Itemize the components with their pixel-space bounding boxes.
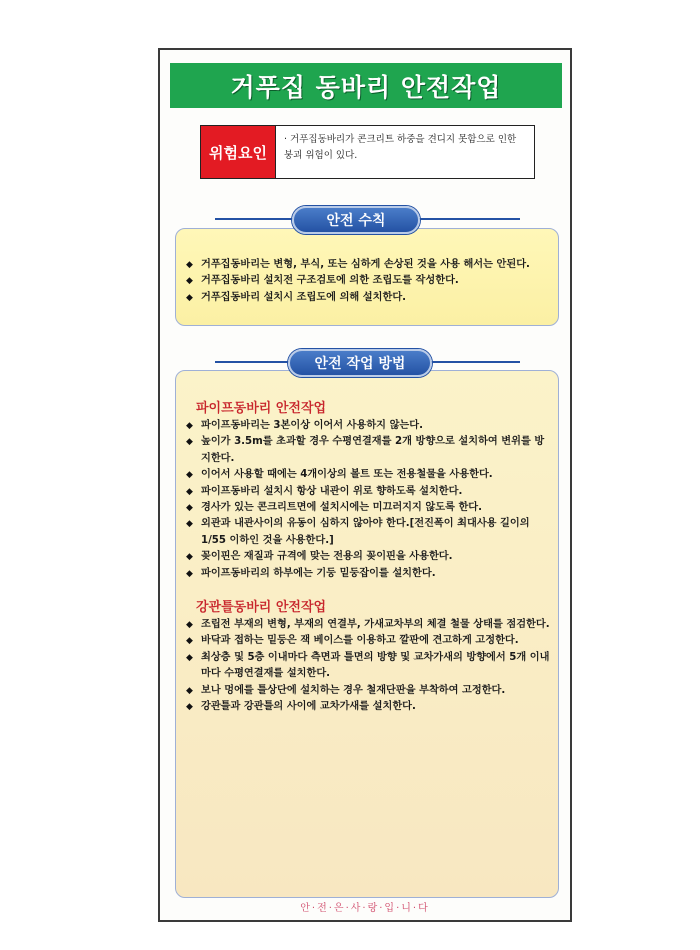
safety-poster	[158, 48, 572, 922]
safety-rules-box	[175, 228, 559, 326]
pipe-support-item: ◆ 경사가 있는 콘크리트면에 설치시에는 미끄러지지 않도록 한다.	[186, 500, 552, 516]
methods-box	[175, 370, 559, 898]
steel-frame-item: ◆ 조립전 부재의 변형, 부재의 연결부, 가새교차부의 체결 철물 상태를 점검한다.	[186, 617, 552, 633]
safety-rule-item: ◆ 거푸집동바리는 변형, 부식, 또는 심하게 손상된 것을 사용 해서는 안된다.	[186, 257, 552, 273]
steel-frame-item: ◆ 강관틀과 강관틀의 사이에 교차가새를 설치한다.	[186, 699, 552, 715]
pipe-support-list	[186, 418, 552, 582]
methods-title: 안전 작업 방법	[288, 349, 432, 377]
pipe-support-item: ◆ 파이프동바리의 하부에는 기둥 밑둥잡이를 설치한다.	[186, 566, 552, 582]
steel-frame-item: ◆ 최상층 및 5층 이내마다 측면과 틀면의 방향 및 교차가새의 방향에서 5개 이내마다 수평연결재를 설치한다.	[186, 650, 552, 683]
steel-frame-list	[186, 617, 552, 715]
steel-frame-item: ◆ 바닥과 접하는 밑둥은 잭 베이스를 이용하고 깔판에 견고하게 고정한다.	[186, 633, 552, 649]
pipe-support-item: ◆ 파이프동바리 설치시 항상 내관이 위로 향하도록 설치한다.	[186, 484, 552, 500]
poster-title: 거푸집 동바리 안전작업	[170, 63, 562, 108]
safety-rules-list	[186, 257, 552, 306]
risk-factor-label: 위험요인	[201, 126, 276, 178]
poster-footer-slogan: 안·전·은·사·랑·입·니·다	[300, 903, 430, 914]
methods-content	[186, 397, 552, 716]
pipe-support-item: ◆ 이어서 사용할 때에는 4개이상의 볼트 또는 전용철물을 사용한다.	[186, 467, 552, 483]
safety-rule-item: ◆ 거푸집동바리 설치시 조립도에 의해 설치한다.	[186, 290, 552, 306]
pipe-support-item: ◆ 파이프동바리는 3본이상 이어서 사용하지 않는다.	[186, 418, 552, 434]
pipe-support-item: ◆ 외관과 내관사이의 유동이 심하지 않아야 한다.[전진폭이 최대사용 길이의 1/55 이하인 것을 사용한다.]	[186, 516, 552, 549]
pipe-support-item: ◆ 꽂이핀은 재질과 규격에 맞는 전용의 꽂이핀을 사용한다.	[186, 549, 552, 565]
pipe-support-item: ◆ 높이가 3.5m를 초과할 경우 수평연결재를 2개 방향으로 설치하여 변위를 방지한다.	[186, 434, 552, 467]
steel-frame-item: ◆ 보나 멍에를 틀상단에 설치하는 경우 철재단판을 부착하여 고정한다.	[186, 683, 552, 699]
risk-factor-text: · 거푸집동바리가 콘크리트 하중을 견디지 못함으로 인한 붕괴 위험이 있다.	[284, 134, 517, 161]
safety-rules-title: 안전 수칙	[292, 206, 420, 234]
pipe-support-heading: 파이프동바리 안전작업	[196, 401, 327, 416]
steel-frame-heading: 강관틀동바리 안전작업	[196, 600, 327, 616]
risk-factor-box	[200, 125, 535, 179]
safety-rule-item: ◆ 거푸집동바리 설치전 구조검토에 의한 조립도를 작성한다.	[186, 273, 552, 289]
